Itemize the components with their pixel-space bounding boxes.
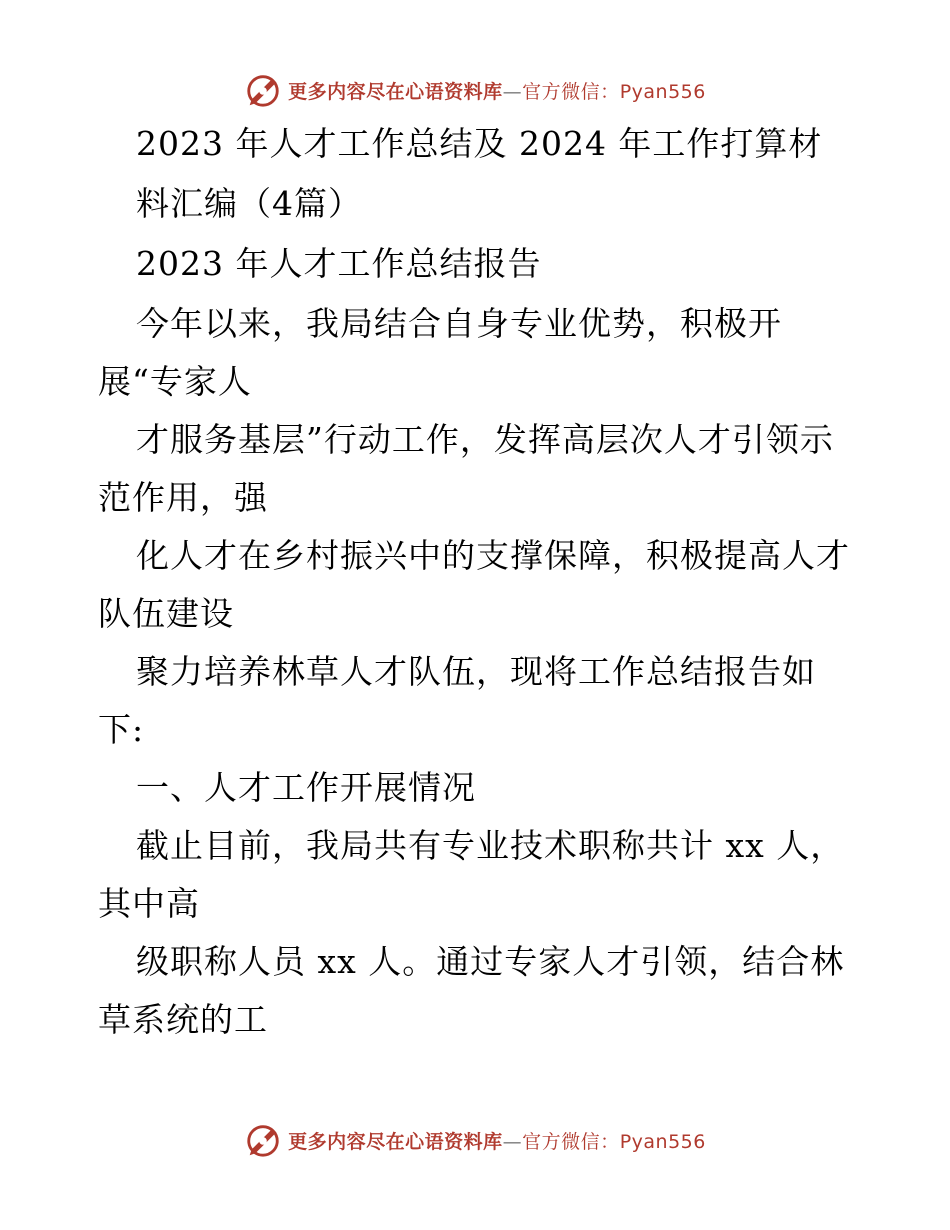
footer-banner	[0, 1118, 950, 1162]
paragraph-line: 截止目前，我局共有专业技术职称共计 xx 人，	[136, 826, 845, 865]
banner-text	[288, 1127, 706, 1154]
paragraph-line: 级职称人员 xx 人。通过专家人才引领，结合林	[136, 942, 845, 981]
header-banner	[0, 68, 950, 112]
banner-text	[288, 77, 706, 104]
banner-handle: Pyan556	[619, 80, 706, 103]
paragraph-line: 下:	[98, 710, 145, 749]
paragraph-line: 展“专家人	[98, 362, 252, 401]
pen-seal-icon	[244, 71, 282, 109]
paragraph-line: 才服务基层”行动工作，发挥高层次人才引领示	[136, 420, 834, 459]
banner-official-text: 官方微信：	[522, 1130, 620, 1153]
paragraph-line: 今年以来，我局结合自身专业优势，积极开	[136, 304, 782, 343]
banner-dash: —	[502, 80, 523, 103]
paragraph-line: 范作用，强	[98, 478, 268, 517]
banner-official-text: 官方微信：	[522, 80, 620, 103]
paragraph-line: 化人才在乡村振兴中的支撑保障，积极提高人才	[136, 536, 850, 575]
paragraph-line: 队伍建设	[98, 594, 234, 633]
banner-dash: —	[502, 1130, 523, 1153]
banner-handle: Pyan556	[619, 1130, 706, 1153]
banner-main-text: 更多内容尽在心语资料库	[288, 80, 503, 103]
paragraph-line: 聚力培养林草人才队伍，现将工作总结报告如	[136, 652, 816, 691]
paragraph-line: 草系统的工	[98, 1000, 268, 1039]
doc-title-line-2: 料汇编（4篇）	[136, 184, 362, 223]
banner-main-text: 更多内容尽在心语资料库	[288, 1130, 503, 1153]
section-heading: 一、人才工作开展情况	[136, 768, 476, 807]
doc-title-line-1: 2023 年人才工作总结及 2024 年工作打算材	[136, 124, 823, 163]
paragraph-line: 其中高	[98, 884, 200, 923]
pen-seal-icon	[244, 1121, 282, 1159]
doc-subtitle: 2023 年人才工作总结报告	[136, 244, 542, 283]
